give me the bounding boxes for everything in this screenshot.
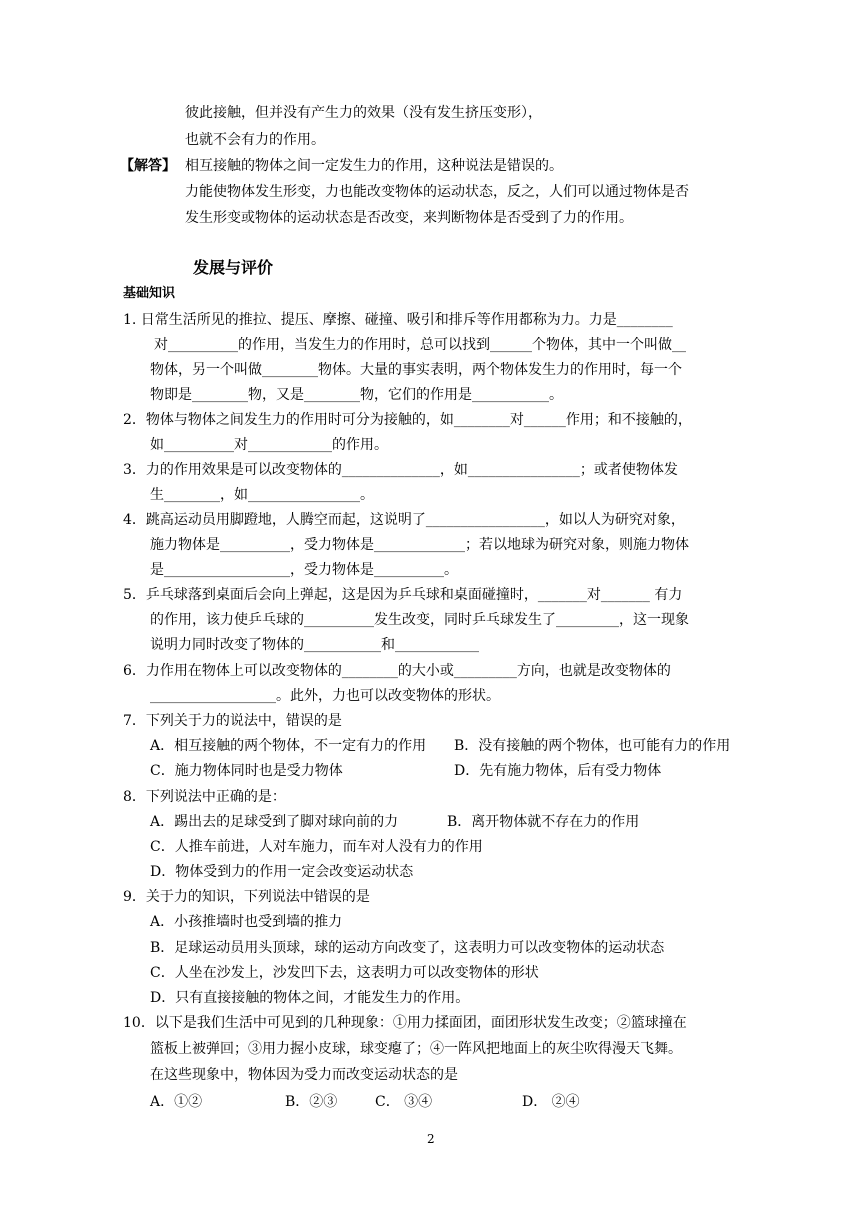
page-number: 2	[427, 1132, 435, 1146]
q1-line-2: 对__________的作用，当发生力的作用时，总可以找到______个物体，其中一个叫做__	[154, 337, 686, 353]
q9-option-c: C．人坐在沙发上，沙发凹下去，这表明力可以改变物体的形状	[150, 965, 539, 981]
q7-option-c: C．施力物体同时也是受力物体	[150, 763, 343, 779]
q9-option-b: B．足球运动员用头顶球，球的运动方向改变了，这表明力可以改变物体的运动状态	[150, 940, 665, 956]
q1-line-4: 物即是________物，又是________物，它们的作用是___________。	[150, 387, 563, 403]
q7-option-d: D．先有施力物体，后有受力物体	[454, 763, 662, 779]
q7-stem: 7．下列关于力的说法中，错误的是	[123, 713, 342, 729]
answer-label: 【解答】	[120, 158, 176, 174]
q6-line-2: __________________。此外，力也可以改变物体的形状。	[150, 688, 500, 704]
answer-line-1: 相互接触的物体之间一定发生力的作用，这种说法是错误的。	[185, 158, 563, 174]
q8-option-a: A．踢出去的足球受到了脚对球向前的力	[150, 814, 399, 830]
q1-line-1: 1. 日常生活所见的推拉、提压、摩擦、碰撞、吸引和排斥等作用都称为力。力是________	[123, 312, 673, 328]
q5-line-1: 5．乒乓球落到桌面后会向上弹起，这是因为乒乓球和桌面碰撞时，_______对_______ 有力	[123, 587, 683, 603]
q4-line-2: 施力物体是__________，受力物体是_____________；若以地球为研究对象，则施力物体	[150, 537, 689, 553]
q7-option-a: A．相互接触的两个物体，不一定有力的作用	[150, 738, 427, 754]
answer-line-2: 力能使物体发生形变，力也能改变物体的运动状态，反之，人们可以通过物体是否	[185, 184, 689, 200]
q5-line-3: 说明力同时改变了物体的___________和____________	[150, 637, 479, 653]
q6-line-1: 6．力作用在物体上可以改变物体的________的大小或_________方向，也就是改变物体的	[123, 663, 671, 679]
section-title: 发展与评价	[193, 258, 274, 277]
q5-line-2: 的作用，该力使乒乓球的__________发生改变，同时乒乓球发生了_________，这一现象	[150, 612, 689, 628]
q10-option-a: A．①②	[150, 1094, 203, 1110]
q8-stem: 8．下列说法中正确的是：	[123, 789, 286, 805]
intro-line-1: 彼此接触，但并没有产生力的效果（没有发生挤压变形），	[185, 105, 542, 121]
q4-line-1: 4．跳高运动员用脚蹬地，人腾空而起，这说明了_________________，如以人为研究对象，	[123, 512, 685, 528]
q3-line-1: 3．力的作用效果是可以改变物体的______________，如________________；或者使物体发	[123, 462, 678, 478]
q10-line-2: 篮板上被弹回；③用力握小皮球，球变瘪了；④一阵风把地面上的灰尘吹得漫天飞舞。	[150, 1041, 682, 1057]
q1-line-3: 物体，另一个叫做________物体。大量的事实表明，两个物体发生力的作用时，每一个	[150, 362, 682, 378]
q8-option-d: D．物体受到力的作用一定会改变运动状态	[150, 864, 414, 880]
q7-option-b: B．没有接触的两个物体，也可能有力的作用	[454, 738, 731, 754]
subsection-title: 基础知识	[123, 286, 176, 301]
q3-line-2: 生________，如________________。	[150, 487, 374, 503]
q10-line-1: 10．以下是我们生活中可见到的几种现象：①用力揉面团，面团形状发生改变；②篮球撞在	[123, 1015, 687, 1031]
q2-line-2: 如__________对____________的作用。	[150, 437, 388, 453]
q4-line-3: 是__________________，受力物体是__________。	[150, 562, 458, 578]
q2-line-1: 2．物体与物体之间发生力的作用时可分为接触的，如________对______作用；和不接触的，	[123, 412, 692, 428]
answer-line-3: 发生形变或物体的运动状态是否改变，来判断物体是否受到了力的作用。	[185, 210, 633, 226]
q9-option-d: D．只有直接接触的物体之间，才能发生力的作用。	[150, 990, 470, 1006]
intro-line-2: 也就不会有力的作用。	[185, 132, 325, 148]
q9-option-a: A．小孩推墙时也受到墙的推力	[150, 914, 343, 930]
q8-option-b: B．离开物体就不存在力的作用	[447, 814, 640, 830]
q10-option-b: B．②③	[285, 1094, 338, 1110]
q10-option-d: D． ②④	[522, 1094, 580, 1110]
q10-option-c: C． ③④	[375, 1094, 433, 1110]
q10-line-3: 在这些现象中，物体因为受力而改变运动状态的是	[150, 1067, 458, 1083]
q8-option-c: C．人推车前进，人对车施力，而车对人没有力的作用	[150, 839, 483, 855]
q9-stem: 9．关于力的知识，下列说法中错误的是	[123, 889, 370, 905]
